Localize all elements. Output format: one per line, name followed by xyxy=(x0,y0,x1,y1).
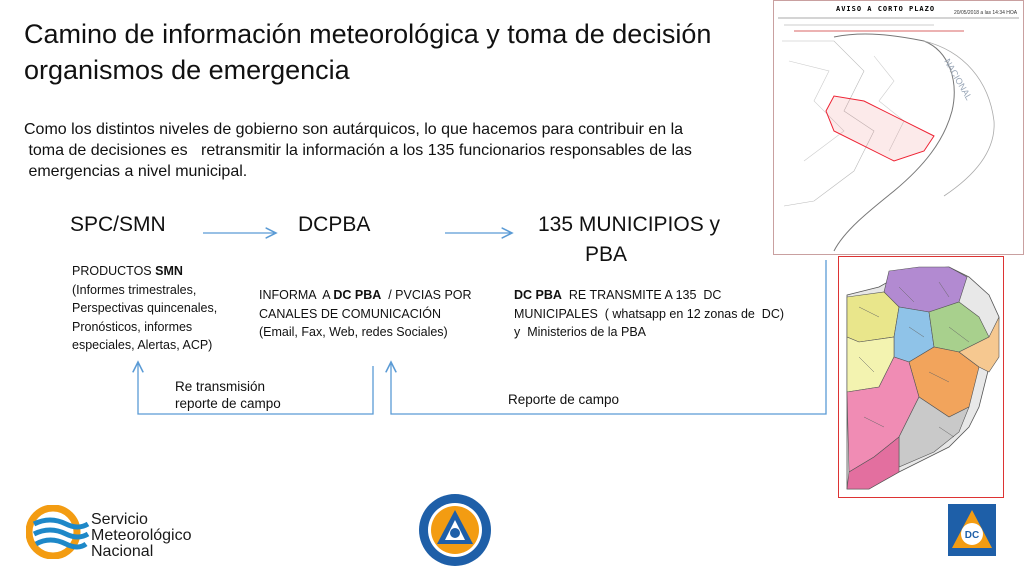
municipios-bold: DC PBA xyxy=(514,288,562,302)
smn-products-line: Perspectivas quincenales, xyxy=(72,301,218,315)
flow-node-pba: PBA xyxy=(585,243,628,266)
alert-header: AVISO A CORTO PLAZO xyxy=(836,5,936,13)
municipios-line: MUNICIPALES ( whatsapp en 12 zonas de DC) xyxy=(514,306,785,321)
municipios-text: RE TRANSMITE A 135 DC xyxy=(561,288,722,302)
smn-products-box xyxy=(72,262,262,355)
municipios-line: y Ministerios de la PBA xyxy=(514,325,646,339)
smn-logo-icon xyxy=(26,505,90,559)
civil-protection-seal-icon xyxy=(416,492,494,568)
dc-badge-icon xyxy=(946,502,998,558)
feedback-line: Re transmisión xyxy=(175,379,266,394)
feedback-line: reporte de campo xyxy=(175,396,281,411)
intro-line: emergencias a nivel municipal. xyxy=(24,163,248,180)
flow-node-dcpba: DCPBA xyxy=(298,213,371,236)
smn-logo-text xyxy=(91,512,192,560)
smn-logo-line: Nacional xyxy=(91,543,154,560)
dcpba-text: / PVCIAS POR xyxy=(381,288,472,302)
smn-logo-line: Meteorológico xyxy=(91,527,192,544)
smn-logo-line: Servicio xyxy=(91,511,148,528)
province-map-drawing xyxy=(839,257,1003,497)
dcpba-line: (Email, Fax, Web, redes Sociales) xyxy=(259,325,448,339)
intro-line: toma de decisiones es retransmitir la información a los 135 funcionarios responsables de las xyxy=(24,142,692,159)
flow-node-spc-smn: SPC/SMN xyxy=(70,213,166,236)
province-map-panel xyxy=(838,256,1004,498)
alert-map-drawing xyxy=(774,1,1023,254)
page-title: Camino de información meteorológica y toma de decisión organismos de emergencia xyxy=(24,19,712,85)
dcpba-bold: DC PBA xyxy=(333,288,382,302)
smn-products-line: especiales, Alertas, ACP) xyxy=(72,338,213,352)
dc-badge-text: DC xyxy=(964,530,980,541)
dcpba-line: CANALES DE COMUNICACIÓN xyxy=(259,306,441,321)
smn-products-line: (Informes trimestrales, xyxy=(72,282,197,297)
smn-products-prefix: PRODUCTOS xyxy=(72,264,156,278)
dcpba-text: INFORMA A xyxy=(259,288,334,302)
feedback-label-left xyxy=(175,378,281,412)
intro-line: Como los distintos niveles de gobierno son autárquicos, lo que hacemos para contribuir en la xyxy=(24,121,684,138)
dcpba-informs-box xyxy=(259,286,499,342)
alert-timestamp: 20/05/2018 a las 14:34 HOA xyxy=(954,10,1018,16)
municipios-box xyxy=(514,286,814,342)
feedback-label-right: Reporte de campo xyxy=(508,392,620,407)
alert-map-panel xyxy=(773,0,1024,255)
smn-products-bold: SMN xyxy=(155,264,183,278)
svg-text:NACIONAL: NACIONAL xyxy=(942,57,974,102)
smn-products-line: Pronósticos, informes xyxy=(72,319,193,334)
flow-node-municipios: 135 MUNICIPIOS y xyxy=(538,213,721,236)
